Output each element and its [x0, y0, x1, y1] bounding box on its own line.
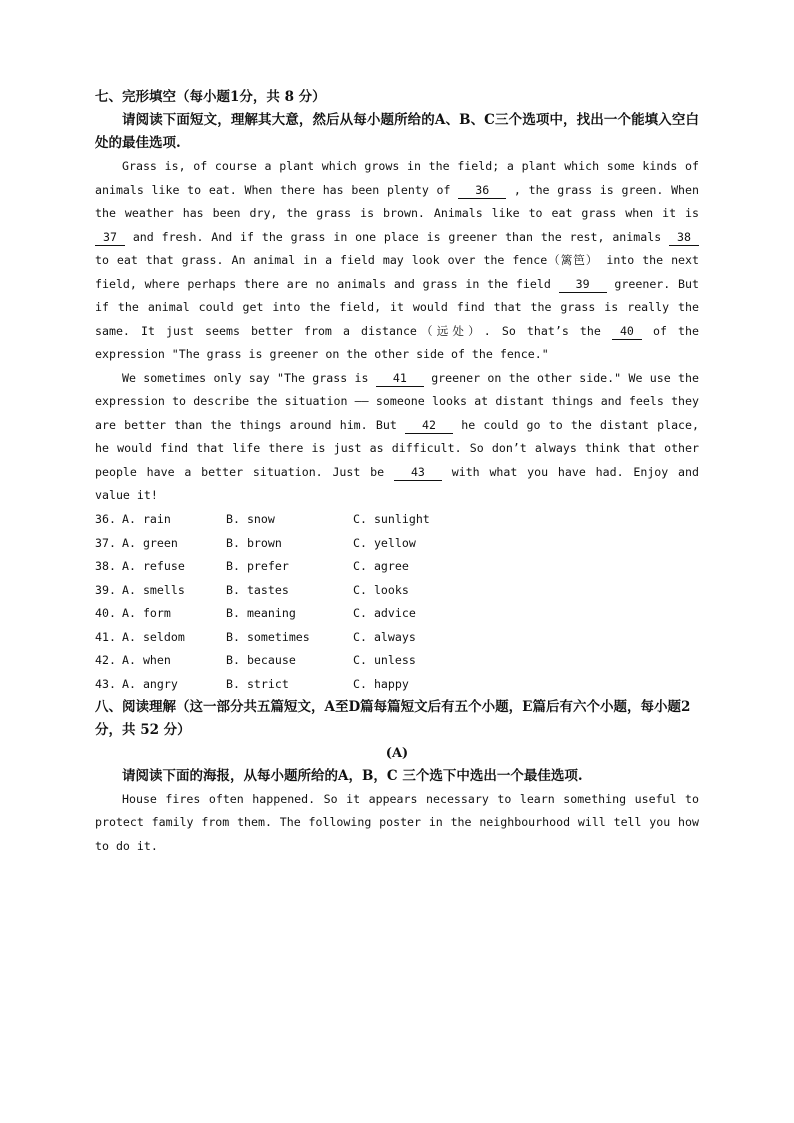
option-a: A. seldom — [122, 629, 185, 644]
text-segment: greener on the other side." We use the expression to describe the situation —— someone looks at distant things and feels they are better than the things around him. But — [95, 370, 699, 432]
option-row-41 — [95, 625, 699, 649]
option-c: C. unless — [353, 653, 416, 668]
option-b: B. tastes — [226, 582, 289, 597]
option-row-36 — [95, 508, 699, 532]
question-number: 37. — [95, 535, 116, 550]
blank-41: 41 — [376, 371, 424, 387]
question-number: 43. — [95, 676, 116, 691]
option-row-40 — [95, 602, 699, 626]
option-b: B. because — [226, 653, 296, 668]
cloze-paragraph-2 — [95, 367, 699, 508]
option-a: A. angry — [122, 676, 178, 691]
text-segment: with what you have had. Enjoy and value it! — [95, 464, 699, 502]
option-c: C. advice — [353, 606, 416, 621]
cloze-paragraph-1 — [95, 155, 699, 367]
section-8-heading: 八、阅读理解（这一部分共五篇短文，A至D篇每篇短文后有五个小题，E篇后有六个小题，每小题2分，共 52 分） — [95, 698, 691, 738]
text-segment: , the grass is green. When the weather has been dry, the grass is brown. Animals like to eat grass when it is — [95, 182, 699, 220]
section-7-instruction: 请阅读下面短文，理解其大意，然后从每小题所给的A、B、C三个选项中，找出一个能填入空白处的最佳选项. — [95, 112, 699, 151]
blank-42: 42 — [405, 418, 453, 434]
option-a: A. when — [122, 653, 171, 668]
exam-page — [95, 86, 699, 858]
section-8-instruction: 请阅读下面的海报，从每小题所给的A，B，C 三个选下中选出一个最佳选项. — [122, 767, 583, 784]
options-list — [95, 508, 699, 696]
text-segment: he could go to the distant place, he would find that life there is just as difficult. So don’t always think that other people have a better situation. Just be — [95, 417, 699, 479]
blank-37: 37 — [95, 230, 125, 246]
text-segment: and fresh. And if the grass in one place is greener than the rest, animals — [125, 229, 669, 244]
option-c: C. yellow — [353, 535, 416, 550]
blank-36: 36 — [458, 183, 506, 199]
section-7-heading: 七、完形填空（每小题1分，共 8 分） — [95, 89, 326, 105]
option-a: A. rain — [122, 512, 171, 527]
option-b: B. strict — [226, 676, 289, 691]
option-b: B. sometimes — [226, 629, 310, 644]
option-c: C. always — [353, 629, 416, 644]
text-segment: Grass is, of course a plant which grows in the field; a plant which some kinds of animals like to eat. When there has been plenty of — [95, 159, 699, 197]
text-segment: We sometimes only say "The grass is — [122, 370, 376, 385]
question-number: 38. — [95, 559, 116, 574]
text-segment: to eat that grass. An animal in a field may look over the fence（篱笆） into the next field, where perhaps there are no animals and grass in the field — [95, 253, 699, 291]
option-c: C. looks — [353, 582, 409, 597]
question-number: 40. — [95, 606, 116, 621]
question-number: 42. — [95, 653, 116, 668]
option-b: B. meaning — [226, 606, 296, 621]
blank-38: 38 — [669, 230, 699, 246]
option-c: C. happy — [353, 676, 409, 691]
option-row-37 — [95, 531, 699, 555]
question-number: 39. — [95, 582, 116, 597]
part-a-label: (A) — [385, 745, 409, 761]
text-segment: of the expression "The grass is greener on the other side of the fence." — [95, 323, 699, 361]
option-row-38 — [95, 555, 699, 579]
reading-intro: House fires often happened. So it appears necessary to learn something useful to protect family from them. The following poster in the neighbourhood will tell you how to do it. — [95, 791, 699, 853]
option-b: B. brown — [226, 535, 282, 550]
text-segment: greener. But if the animal could get into the field, it would find that the grass is really the same. It just seems better from a distance（远处）. So that’s the — [95, 276, 699, 338]
option-row-42 — [95, 649, 699, 673]
blank-39: 39 — [559, 277, 607, 293]
blank-43: 43 — [394, 465, 442, 481]
option-b: B. snow — [226, 512, 275, 527]
option-a: A. form — [122, 606, 171, 621]
blank-40: 40 — [612, 324, 642, 340]
question-number: 41. — [95, 629, 116, 644]
option-row-39 — [95, 578, 699, 602]
option-a: A. smells — [122, 582, 185, 597]
option-a: A. green — [122, 535, 178, 550]
option-row-43 — [95, 672, 699, 696]
question-number: 36. — [95, 512, 116, 527]
option-a: A. refuse — [122, 559, 185, 574]
option-c: C. agree — [353, 559, 409, 574]
option-b: B. prefer — [226, 559, 289, 574]
option-c: C. sunlight — [353, 512, 430, 527]
